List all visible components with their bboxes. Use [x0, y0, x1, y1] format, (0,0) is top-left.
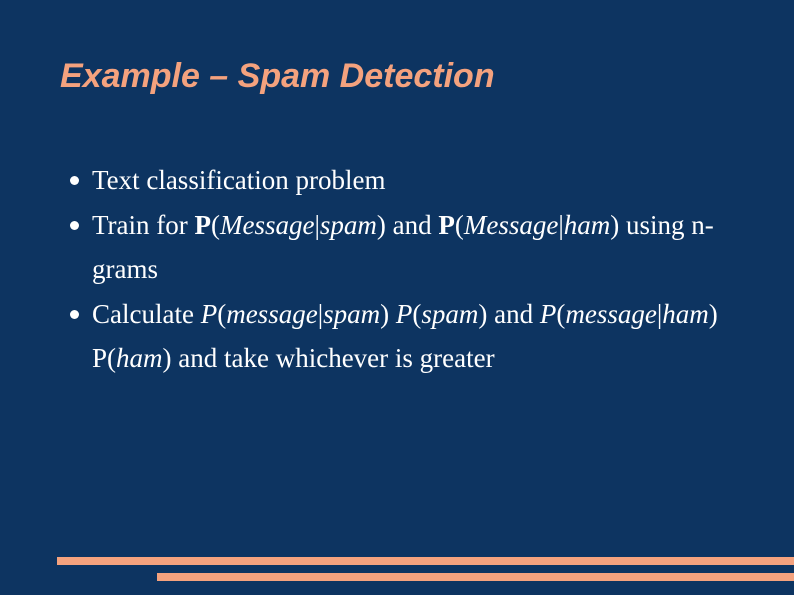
bullet-item-train [70, 203, 760, 292]
bullet-item-calculate [70, 292, 760, 381]
text-run: ) and take whichever is greater [162, 343, 495, 374]
text-run: ) and [478, 298, 540, 329]
slide-title: Example – Spam Detection [60, 57, 495, 95]
text-run: | [656, 298, 663, 329]
bullet-dot-icon [70, 310, 79, 319]
math-variable: P [200, 298, 218, 329]
bullet-item-text-classification [70, 158, 760, 203]
math-variable: spam [319, 209, 377, 240]
math-variable: ham [563, 209, 611, 240]
math-variable: spam [323, 298, 381, 329]
bullet-text: Text classification problem [92, 165, 386, 195]
bullet-text [92, 210, 714, 285]
text-run: ( [217, 298, 227, 329]
math-variable: P [539, 298, 557, 329]
text-run: ) [380, 298, 396, 329]
probability-symbol: P [194, 209, 212, 240]
text-run: ) [610, 209, 620, 240]
text-run: | [558, 209, 564, 240]
text-run: ( [454, 209, 464, 240]
math-variable: spam [421, 298, 479, 329]
text-run: ) P( [92, 298, 718, 374]
bullet-list [70, 158, 760, 381]
math-variable: ham [662, 298, 709, 329]
text-run: ( [556, 298, 566, 329]
bullet-text [92, 299, 718, 374]
math-variable: Message [463, 209, 559, 240]
text-run: ) and [376, 209, 439, 240]
text-run: Calculate [92, 298, 201, 329]
bullet-dot-icon [70, 176, 79, 185]
text-run: ( [211, 209, 221, 240]
text-run: Train for [92, 209, 195, 240]
math-variable: message [226, 298, 318, 329]
math-variable: ham [116, 343, 163, 374]
math-variable: message [565, 298, 657, 329]
math-variable: Message [220, 209, 315, 240]
probability-symbol: P [438, 209, 455, 240]
bullet-dot-icon [70, 221, 79, 230]
math-variable: P [395, 298, 413, 329]
text-run: | [314, 209, 320, 240]
text-run: using n-grams [92, 209, 714, 285]
text-run: ( [412, 298, 422, 329]
decorative-bar-bottom [157, 573, 794, 581]
decorative-bar-top [57, 557, 794, 565]
text-run: | [317, 298, 324, 329]
